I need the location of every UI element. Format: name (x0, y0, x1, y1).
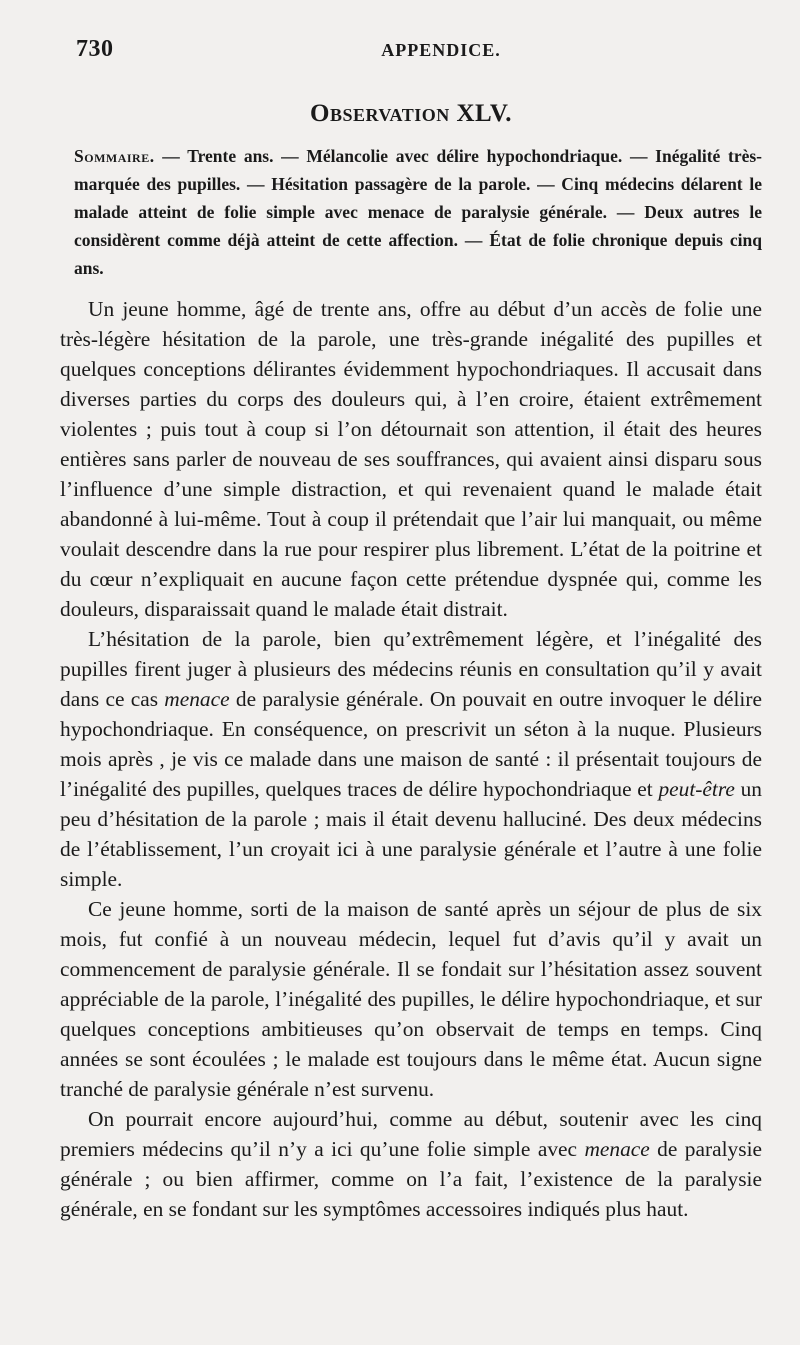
observation-title: Observation XLV. (310, 100, 512, 127)
paragraph-4 (60, 1104, 762, 1224)
running-title: APPENDICE. (381, 40, 501, 60)
paragraph-1: Un jeune homme, âgé de trente ans, offre au début d’un accès de folie une très-légère hésitation de la parole, une très-grande inégalité des pupilles et quelques conceptions délirantes évidemment hypochondriaques. Il accusait dans diverses parties du corps des douleurs qui, à l’en croire, étaient extrêmement violentes ; puis tout à coup si l’on détournait son attention, il était des heures entières sans parler de nouveau de ses souffrances, qui avaient ainsi disparu sous l’influence d’une simple distraction, et qui revenaient quand le malade était abandonné à lui-même. Tout à coup il prétendait que l’air lui manquait, ou même voulait descendre dans la rue pour respirer plus librement. L’état de la poitrine et du cœur n’expliquait en aucune façon cette prétendue dyspnée qui, comme les douleurs, disparaissait quand le malade était distrait. (60, 297, 762, 621)
summary-text: — Trente ans. — Mélancolie avec délire hypochondriaque. — Inégalité très-marquée des pupilles. — Hésitation passagère de la parole. — Cinq médecins délarent le malade atteint de folie simple avec menace de paralysie générale. — Deux autres le considèrent comme déjà atteint de cette affection. — État de folie chronique depuis cinq ans. (74, 146, 762, 278)
paragraph-2-emphasis-menace: menace (164, 687, 230, 711)
paragraph-2-part-c: un peu d’hésitation de la parole ; mais il était devenu halluciné. Des deux médecins de l’établissement, l’un croyait ici à une paralysie générale et l’autre à une folie simple. (60, 777, 762, 891)
body-text (60, 294, 762, 1224)
summary-label: Sommaire. (74, 146, 155, 166)
paragraph-2 (60, 624, 762, 894)
paragraph-2-part-b: de paralysie générale. On pouvait en outre invoquer le délire hypochondriaque. En conséquence, on prescrivit un séton à la nuque. Plusieurs mois après , je vis ce malade dans une maison de santé : il présentait toujours de l’inégalité des pupilles, quelques traces de délire hypochondriaque et (60, 687, 762, 801)
summary (74, 142, 762, 282)
paragraph-3: Ce jeune homme, sorti de la maison de santé après un séjour de plus de six mois, fut confié à un nouveau médecin, lequel fut d’avis qu’il y avait un commencement de paralysie générale. Il se fondait sur l’hésitation assez souvent appréciable de la parole, l’inégalité des pupilles, le délire hypochondriaque, et sur quelques conceptions ambitieuses qu’on observait de temps en temps. Cinq années se sont écoulées ; le malade est toujours dans le même état. Aucun signe tranché de paralysie générale n’est survenu. (60, 897, 762, 1101)
running-head (60, 36, 762, 76)
paragraph-4-part-b: de paralysie générale ; ou bien affirmer, comme on l’a fait, l’existence de la paralysie générale, en se fondant sur les symptômes accessoires indiqués plus haut. (60, 1137, 763, 1221)
page-number: 730 (76, 36, 114, 62)
paragraph-2-emphasis-peut-etre: peut-être (658, 777, 735, 801)
paragraph-2-part-a: L’hésitation de la parole, bien qu’extrêmement légère, et l’inégalité des pupilles firent juger à plusieurs des médecins réunis en consultation qu’il y avait dans ce cas (60, 627, 762, 711)
paragraph-4-part-a: On pourrait encore aujourd’hui, comme au début, soutenir avec les cinq premiers médecins qu’il n’y a ici qu’une folie simple avec (60, 1107, 762, 1161)
paragraph-4-emphasis-menace: menace (584, 1137, 650, 1161)
